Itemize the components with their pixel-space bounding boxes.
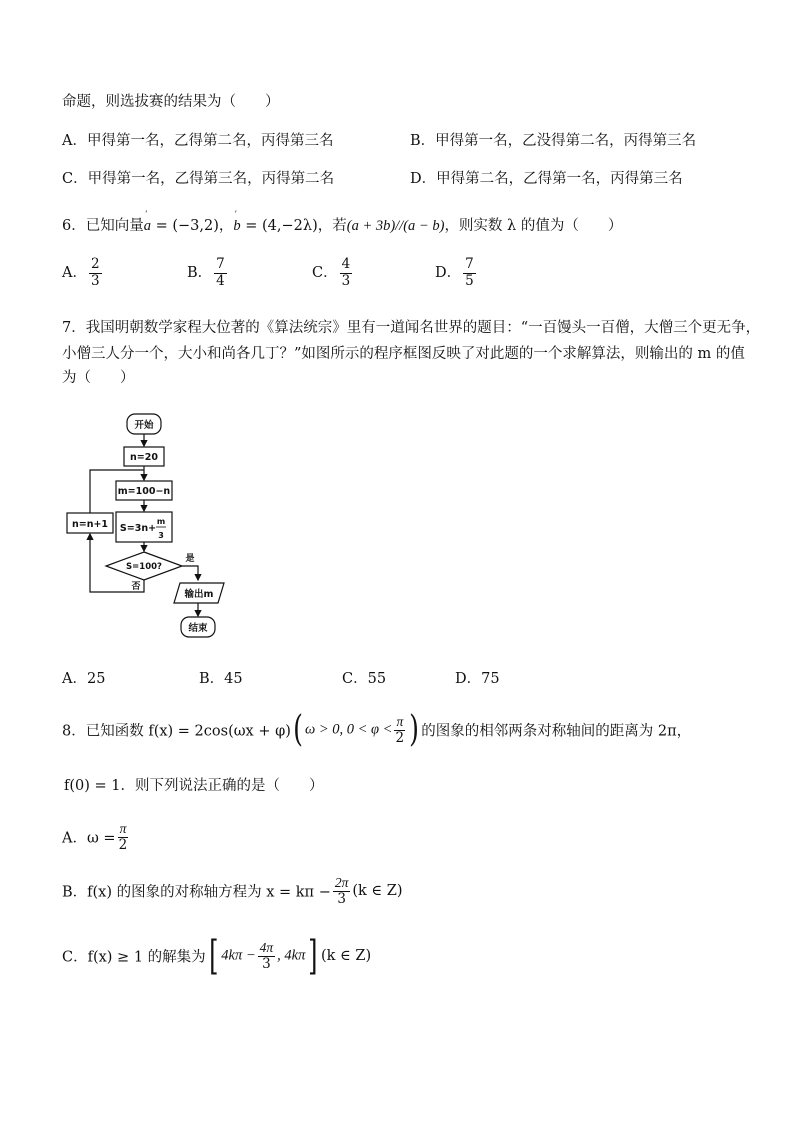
q8-option-c-prefix: C．f(x) ≥ 1 的解集为 xyxy=(62,949,206,966)
fraction-numerator: 2π xyxy=(334,875,349,890)
q8-stem-prefix: 8．已知函数 f(x) = 2cos(ωx + φ) xyxy=(62,723,291,740)
flow-init-text: n=20 xyxy=(130,452,158,463)
q6-stem-suffix: ，则实数 λ 的值为（ ） xyxy=(444,218,623,234)
q6-option-a-label: A． xyxy=(62,265,87,281)
fraction-numerator: 4 xyxy=(341,256,351,272)
fraction-denominator: 3 xyxy=(262,955,271,972)
q6-option-d-fraction xyxy=(463,258,476,288)
q6-option-c-fraction xyxy=(340,258,353,288)
q6-option-b xyxy=(187,258,229,288)
q8-option-b-fraction xyxy=(333,876,351,906)
q5-option-c: C．甲得第一名，乙得第三名，丙得第二名 xyxy=(62,171,335,187)
q6-option-c-label: C． xyxy=(312,265,338,281)
q7-option-c: C．55 xyxy=(342,671,387,687)
q6-stem xyxy=(62,214,622,235)
fraction-numerator: 2 xyxy=(90,256,100,272)
q8-option-a xyxy=(62,822,130,852)
q7-stem-line-1: 7．我国明朝数学家程大位著的《算法统宗》里有一道闻名世界的题目：“一百馒头一百僧，大僧三个更无争， xyxy=(62,320,761,336)
q7-option-d: D．75 xyxy=(455,671,500,687)
q8-option-c xyxy=(62,933,372,979)
vector-a-symbol: ' a xyxy=(144,218,151,234)
q8-option-a-fraction xyxy=(118,822,129,852)
flow-end-text: 结束 xyxy=(188,623,208,634)
q8-option-b-prefix: B．f(x) 的图象的对称轴方程为 x = kπ − xyxy=(62,884,331,901)
q8-option-c-inner-right: , 4kπ xyxy=(277,947,306,964)
fraction-numerator: π xyxy=(119,821,127,836)
q7-stem-line-2: 小僧三人分一个，大小和尚各几丁？”如图所示的程序框图反映了对此题的一个求解算法，则输出的 m 的值 xyxy=(62,346,745,362)
q8-left-bracket: [ xyxy=(208,933,219,979)
fraction-denominator: 3 xyxy=(337,890,346,907)
flow-condition-text: S=100? xyxy=(126,562,162,572)
q7-option-a: A．25 xyxy=(62,671,106,687)
q5-option-b: B．甲得第一名，乙没得第二名，丙得第三名 xyxy=(410,133,697,149)
q8-right-paren: ) xyxy=(409,709,420,750)
vector-b-symbol: ' b xyxy=(233,218,240,234)
fraction-denominator: 5 xyxy=(465,272,474,289)
q8-condition-fraction xyxy=(394,715,405,745)
q5-option-d: D．甲得第二名，乙得第一名，丙得第三名 xyxy=(410,171,683,187)
q7-stem-line-3: 为（ ） xyxy=(62,370,135,386)
fraction-numerator: 4π xyxy=(259,940,274,955)
q8-left-paren: ( xyxy=(293,709,303,750)
q8-option-c-inner-left: 4kπ − xyxy=(221,947,256,964)
flow-update-text: n=n+1 xyxy=(71,519,109,530)
fraction-numerator: 7 xyxy=(465,256,474,272)
q6-b-eq: = (4,−2λ)，若 xyxy=(240,218,347,234)
flow-no-label: 否 xyxy=(131,582,141,592)
q6-option-a-fraction xyxy=(89,258,102,288)
flow-start-text: 开始 xyxy=(134,420,154,431)
q6-option-c xyxy=(312,258,354,288)
q8-stem xyxy=(62,709,692,750)
q8-option-b-suffix: (k ∈ Z) xyxy=(352,883,403,899)
fraction-numerator: 7 xyxy=(216,256,225,272)
q6-condition: (a + 3b)//(a − b) xyxy=(346,218,445,234)
q8-option-c-fraction xyxy=(258,941,276,971)
flow-assign-s-num: m xyxy=(156,517,166,526)
q6-option-d-label: D． xyxy=(435,265,462,281)
fraction-denominator: 2 xyxy=(395,729,405,746)
q6-stem-prefix: 6．已知向量 xyxy=(62,218,144,234)
q8-stem-suffix: 的图象的相邻两条对称轴间的距离为 2π， xyxy=(421,723,692,740)
q6-option-b-fraction xyxy=(214,258,227,288)
flow-assign-s-text: S=3n+ xyxy=(119,523,157,534)
fraction-denominator: 2 xyxy=(118,836,128,853)
flow-output-text: 输出m xyxy=(184,589,214,600)
q5-stem-tail: 命题，则选拔赛的结果为（ ） xyxy=(62,94,280,110)
q6-option-b-label: B． xyxy=(187,265,213,281)
q6-option-a xyxy=(62,258,104,288)
fraction-denominator: 4 xyxy=(216,272,225,289)
flow-assign-s-den: 3 xyxy=(158,531,164,540)
q7-option-b: B．45 xyxy=(199,671,243,687)
q8-option-a-prefix: A．ω = xyxy=(62,830,116,847)
q8-option-b xyxy=(62,876,403,906)
fraction-denominator: 3 xyxy=(90,272,100,289)
q8-condition-left: ω > 0, 0 < φ < xyxy=(304,721,393,738)
q8-right-bracket: ] xyxy=(308,933,318,979)
fraction-denominator: 3 xyxy=(341,272,351,289)
q7-flowchart xyxy=(60,408,240,643)
q8-option-c-suffix: (k ∈ Z) xyxy=(320,948,372,964)
flow-assign-m-text: m=100−n xyxy=(117,486,171,497)
q6-a-eq: = (−3,2)， xyxy=(150,218,234,234)
q5-option-a: A．甲得第一名，乙得第二名，丙得第三名 xyxy=(62,133,334,149)
q6-option-d xyxy=(435,258,478,288)
fraction-numerator: π xyxy=(396,714,404,729)
q8-stem-line-2: f(0) = 1．则下列说法正确的是（ ） xyxy=(64,778,324,794)
flow-yes-label: 是 xyxy=(185,554,195,564)
